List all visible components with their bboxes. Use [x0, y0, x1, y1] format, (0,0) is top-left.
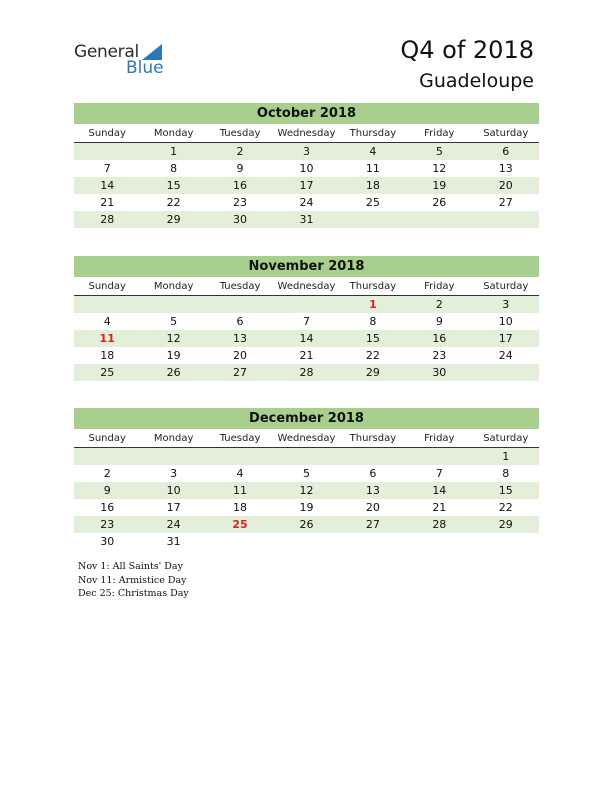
- day-cell: 30: [432, 366, 447, 379]
- day-cell: 5: [302, 467, 310, 480]
- weekday-label: Tuesday: [219, 281, 261, 292]
- weekday-label: Thursday: [349, 281, 397, 292]
- day-cell: 24: [166, 518, 181, 531]
- day-cell: 11: [365, 162, 380, 175]
- day-cell: 31: [166, 535, 181, 548]
- day-cell: 5: [435, 145, 443, 158]
- day-cell: [406, 533, 472, 550]
- month-december: [74, 408, 539, 550]
- day-cell: 16: [233, 179, 248, 192]
- holiday-note: Nov 1: All Saints' Day: [78, 561, 183, 572]
- day-cell: 5: [170, 315, 178, 328]
- weekday-label: Monday: [153, 433, 194, 444]
- day-cell: 13: [233, 332, 248, 345]
- day-cell: 16: [432, 332, 447, 345]
- day-cell: [207, 448, 273, 465]
- week-row: [74, 211, 539, 228]
- week-row: [74, 533, 539, 550]
- weekday-label: Monday: [153, 128, 194, 139]
- day-cell: 21: [100, 196, 115, 209]
- day-cell: 3: [170, 467, 178, 480]
- day-cell: 4: [103, 315, 111, 328]
- day-cell: 25: [100, 366, 115, 379]
- day-cell: 20: [233, 349, 248, 362]
- day-cell: 12: [432, 162, 447, 175]
- day-cell: 16: [100, 501, 115, 514]
- day-cell: [74, 296, 140, 313]
- day-cell: 26: [432, 196, 447, 209]
- weekday-label: Wednesday: [277, 433, 336, 444]
- day-cell: 18: [100, 349, 115, 362]
- week-row: [74, 364, 539, 381]
- day-cell: 24: [498, 349, 513, 362]
- day-cell: 29: [498, 518, 513, 531]
- weekday-label: Wednesday: [277, 281, 336, 292]
- day-cell: [473, 211, 539, 228]
- day-cell: [207, 533, 273, 550]
- day-cell: 11: [233, 484, 248, 497]
- day-cell: 21: [432, 501, 447, 514]
- day-cell: 27: [233, 366, 248, 379]
- region-name: Guadeloupe: [419, 70, 534, 92]
- day-cell: [340, 533, 406, 550]
- day-cell: 6: [369, 467, 377, 480]
- week-row: [74, 143, 539, 160]
- day-cell: 27: [498, 196, 513, 209]
- day-cell: 15: [365, 332, 380, 345]
- day-cell: 20: [498, 179, 513, 192]
- day-cell: 26: [299, 518, 314, 531]
- day-cell: 23: [233, 196, 248, 209]
- holiday-note: Dec 25: Christmas Day: [78, 588, 189, 599]
- weekday-label: Sunday: [88, 281, 126, 292]
- generalblue-logo: [74, 42, 174, 78]
- weekday-label: Saturday: [483, 128, 529, 139]
- weekday-label: Wednesday: [277, 128, 336, 139]
- day-cell: 28: [100, 213, 115, 226]
- day-cell: 11: [99, 332, 115, 345]
- day-cell: 7: [435, 467, 443, 480]
- day-cell: 25: [232, 518, 248, 531]
- day-cell: 9: [435, 315, 443, 328]
- week-row: [74, 347, 539, 364]
- weekday-label: Thursday: [349, 433, 397, 444]
- day-cell: [140, 448, 206, 465]
- day-cell: [473, 533, 539, 550]
- week-row: [74, 296, 539, 313]
- week-row: [74, 194, 539, 211]
- day-cell: 18: [233, 501, 248, 514]
- weekday-header-row: [74, 277, 539, 296]
- day-cell: 23: [432, 349, 447, 362]
- day-cell: 6: [502, 145, 510, 158]
- holiday-note: Nov 11: Armistice Day: [78, 574, 187, 586]
- day-cell: 19: [432, 179, 447, 192]
- week-row: [74, 499, 539, 516]
- day-cell: [340, 211, 406, 228]
- weekday-label: Saturday: [483, 281, 529, 292]
- weekday-label: Tuesday: [219, 128, 261, 139]
- day-cell: 2: [103, 467, 111, 480]
- day-cell: 18: [365, 179, 380, 192]
- day-cell: 22: [365, 349, 380, 362]
- week-row: [74, 313, 539, 330]
- day-cell: 24: [299, 196, 314, 209]
- day-cell: 25: [365, 196, 380, 209]
- weekday-label: Sunday: [88, 128, 126, 139]
- day-cell: 15: [498, 484, 513, 497]
- day-cell: 10: [166, 484, 181, 497]
- week-row: [74, 330, 539, 347]
- day-cell: [473, 364, 539, 381]
- day-cell: 7: [302, 315, 310, 328]
- month-title: November 2018: [74, 256, 539, 277]
- day-cell: [406, 211, 472, 228]
- week-row: [74, 465, 539, 482]
- week-row: [74, 482, 539, 499]
- week-row: [74, 177, 539, 194]
- day-cell: 10: [299, 162, 314, 175]
- day-cell: 4: [369, 145, 377, 158]
- day-cell: 4: [236, 467, 244, 480]
- weekday-label: Tuesday: [219, 433, 261, 444]
- day-cell: 9: [103, 484, 111, 497]
- day-cell: [207, 296, 273, 313]
- day-cell: 12: [166, 332, 181, 345]
- day-cell: 1: [170, 145, 178, 158]
- day-cell: 26: [166, 366, 181, 379]
- day-cell: 2: [435, 298, 443, 311]
- day-cell: [273, 533, 339, 550]
- holiday-notes: [78, 560, 189, 601]
- day-cell: 14: [432, 484, 447, 497]
- day-cell: 10: [498, 315, 513, 328]
- month-title: December 2018: [74, 408, 539, 429]
- day-cell: 3: [502, 298, 510, 311]
- month-title: October 2018: [74, 103, 539, 124]
- day-cell: 15: [166, 179, 181, 192]
- day-cell: 19: [299, 501, 314, 514]
- day-cell: [140, 296, 206, 313]
- weekday-header-row: [74, 429, 539, 448]
- day-cell: 23: [100, 518, 115, 531]
- day-cell: 8: [170, 162, 178, 175]
- weekday-label: Friday: [424, 128, 455, 139]
- day-cell: 1: [369, 298, 377, 311]
- day-cell: 17: [166, 501, 181, 514]
- weekday-header-row: [74, 124, 539, 143]
- day-cell: 21: [299, 349, 314, 362]
- day-cell: 28: [299, 366, 314, 379]
- day-cell: 2: [236, 145, 244, 158]
- day-cell: 29: [166, 213, 181, 226]
- day-cell: 12: [299, 484, 314, 497]
- day-cell: 28: [432, 518, 447, 531]
- week-row: [74, 516, 539, 533]
- day-cell: 13: [365, 484, 380, 497]
- day-cell: [340, 448, 406, 465]
- logo-general-text: General: [74, 42, 139, 62]
- day-cell: 19: [166, 349, 181, 362]
- weekday-label: Thursday: [349, 128, 397, 139]
- weekday-label: Sunday: [88, 433, 126, 444]
- day-cell: 17: [299, 179, 314, 192]
- weekday-label: Saturday: [483, 433, 529, 444]
- month-november: [74, 256, 539, 381]
- day-cell: [273, 448, 339, 465]
- day-cell: [406, 448, 472, 465]
- day-cell: 27: [365, 518, 380, 531]
- day-cell: [74, 448, 140, 465]
- day-cell: 14: [299, 332, 314, 345]
- week-row: [74, 448, 539, 465]
- day-cell: [74, 143, 140, 160]
- day-cell: 31: [299, 213, 314, 226]
- weekday-label: Friday: [424, 281, 455, 292]
- day-cell: 29: [365, 366, 380, 379]
- day-cell: 8: [369, 315, 377, 328]
- day-cell: 6: [236, 315, 244, 328]
- day-cell: 3: [302, 145, 310, 158]
- day-cell: 30: [100, 535, 115, 548]
- day-cell: 1: [502, 450, 510, 463]
- weekday-label: Friday: [424, 433, 455, 444]
- day-cell: 22: [166, 196, 181, 209]
- week-row: [74, 160, 539, 177]
- day-cell: 9: [236, 162, 244, 175]
- logo-blue-text: Blue: [126, 58, 164, 78]
- day-cell: 30: [233, 213, 248, 226]
- day-cell: 17: [498, 332, 513, 345]
- day-cell: [273, 296, 339, 313]
- day-cell: 13: [498, 162, 513, 175]
- weekday-label: Monday: [153, 281, 194, 292]
- month-october: [74, 103, 539, 228]
- day-cell: 14: [100, 179, 115, 192]
- day-cell: 22: [498, 501, 513, 514]
- day-cell: 20: [365, 501, 380, 514]
- day-cell: 7: [103, 162, 111, 175]
- page-title: Q4 of 2018: [400, 36, 534, 64]
- day-cell: 8: [502, 467, 510, 480]
